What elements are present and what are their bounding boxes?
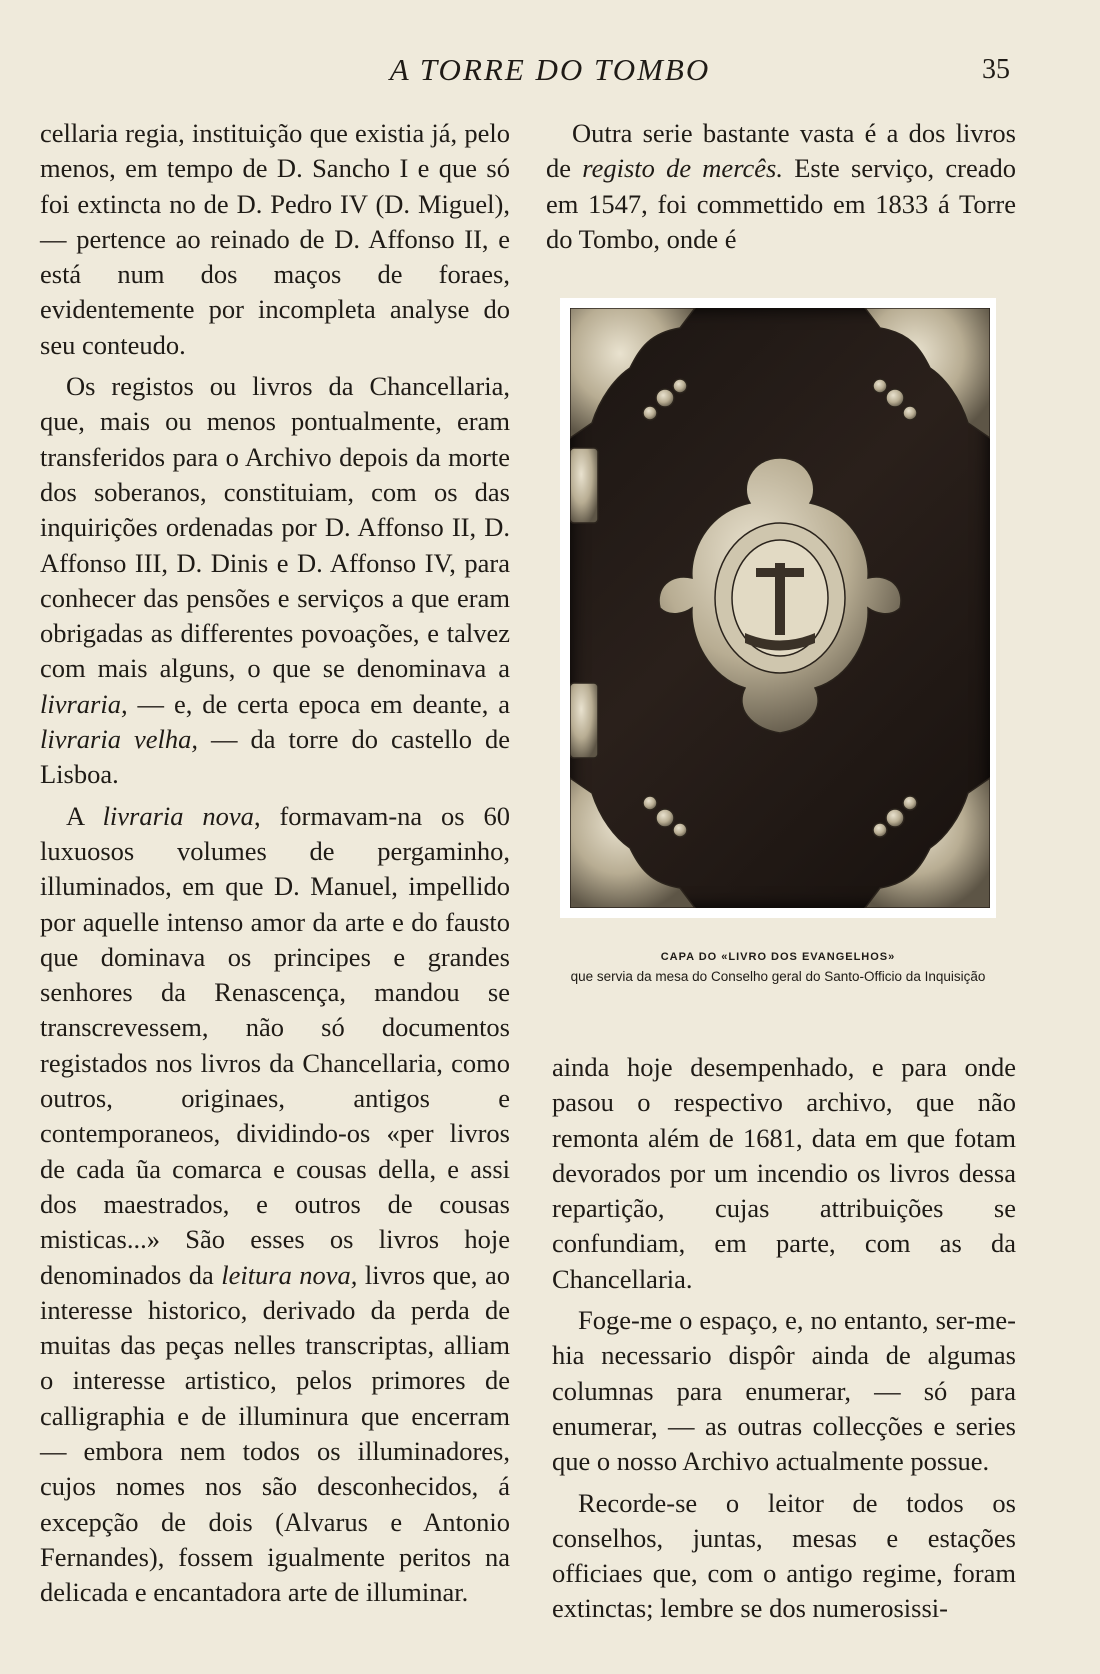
book-cover (570, 308, 990, 908)
figure-caption (560, 947, 996, 987)
paragraph-1: cellaria regia, instituição que existia já, pelo menos, em tempo de D. Sancho I e que só foi extincta no de D. Pedro IV (D. Miguel), — pertence ao reinado de D. Affonso II, e está num dos maços de foraes, evidentemente por incompleta analyse do seu conteudo. (40, 118, 510, 360)
cover-ornaments (570, 308, 990, 908)
caption-text: que servia da mesa do Conselho geral do Santo-Officio da Inquisição (570, 969, 986, 984)
left-column (40, 116, 510, 1610)
paragraph-6: Foge-me o espaço, e, no entanto, ser-me-hia necessario dispôr ainda de algumas columnas para enumerar, — só para enumerar, — as outras collecções e series que o nosso Archivo actualmente possue. (552, 1305, 1016, 1477)
right-column-top (546, 116, 1016, 257)
paragraph-2: Os registos ou livros da Chancellaria, que, mais ou menos pontualmente, eram transferidos para o Archivo depois da morte dos soberanos, constituiam, com os das inquirições ordenadas por D. Affonso II, D. Affonso III, D. Dinis e D. Affonso IV, para conhecer das pensões e serviços a que eram obrigadas as differentes povoações, e talvez com mais alguns, o que se denominava a livraria, — e, de certa epoca em deante, a livraria velha, — da torre do castello de Lisboa. (40, 371, 510, 790)
running-header-title: A TORRE DO TOMBO (389, 52, 711, 87)
right-column-bottom (552, 1050, 1016, 1627)
paragraph-3: A livraria nova, formavam-na os 60 luxuosos volumes de pergaminho, illuminados, em que D. Manuel, impellido por aquelle intenso amor da arte e do fausto que dominava os principes e grandes senhores da Renascença, mandou se transcrevessem, não só documentos registados nos livros da Chancellaria, como outros, originaes, antigos e contemporaneos, dividindo-os «per livros de cada ũa comarca e cousas della, e assi dos maestrados, e outros de cousas misticas...» São esses os livros hoje denominados da leitura nova, livros que, ao interesse historico, derivado da perda de muitas das peças nelles transcriptas, alliam o interesse artistico, pelos primores de calligraphia e de illuminura que encerram — embora nem todos os illuminadores, cujos nomes nos são desconhecidos, á excepção de dois (Alvarus e Antonio Fernandes), fossem igualmente peritos na delicada e encantadora arte de illuminar. (40, 800, 510, 1608)
caption-title: CAPA DO «LIVRO DOS EVANGELHOS» (660, 951, 896, 963)
book-cover-photograph (560, 298, 996, 918)
paragraph-5: ainda hoje desempenhado, e para onde pasou o respectivo archivo, que não remonta além de 1681, data em que fotam devorados por um incendio os livros dessa repartição, cujas attribuições se confundiam, em parte, com as da Chancellaria. (552, 1052, 1016, 1294)
paragraph-4: Outra serie bastante vasta é a dos livros de registo de mercês. Este serviço, creado em 1547, foi commettido em 1833 á Torre do Tombo, onde é (546, 118, 1016, 254)
page-number: 35 (982, 54, 1010, 85)
paragraph-7: Recorde-se o leitor de todos os conselhos, juntas, mesas e estações officiaes que, com o antigo regime, foram extinctas; lembre se dos numerosissi- (552, 1487, 1016, 1624)
